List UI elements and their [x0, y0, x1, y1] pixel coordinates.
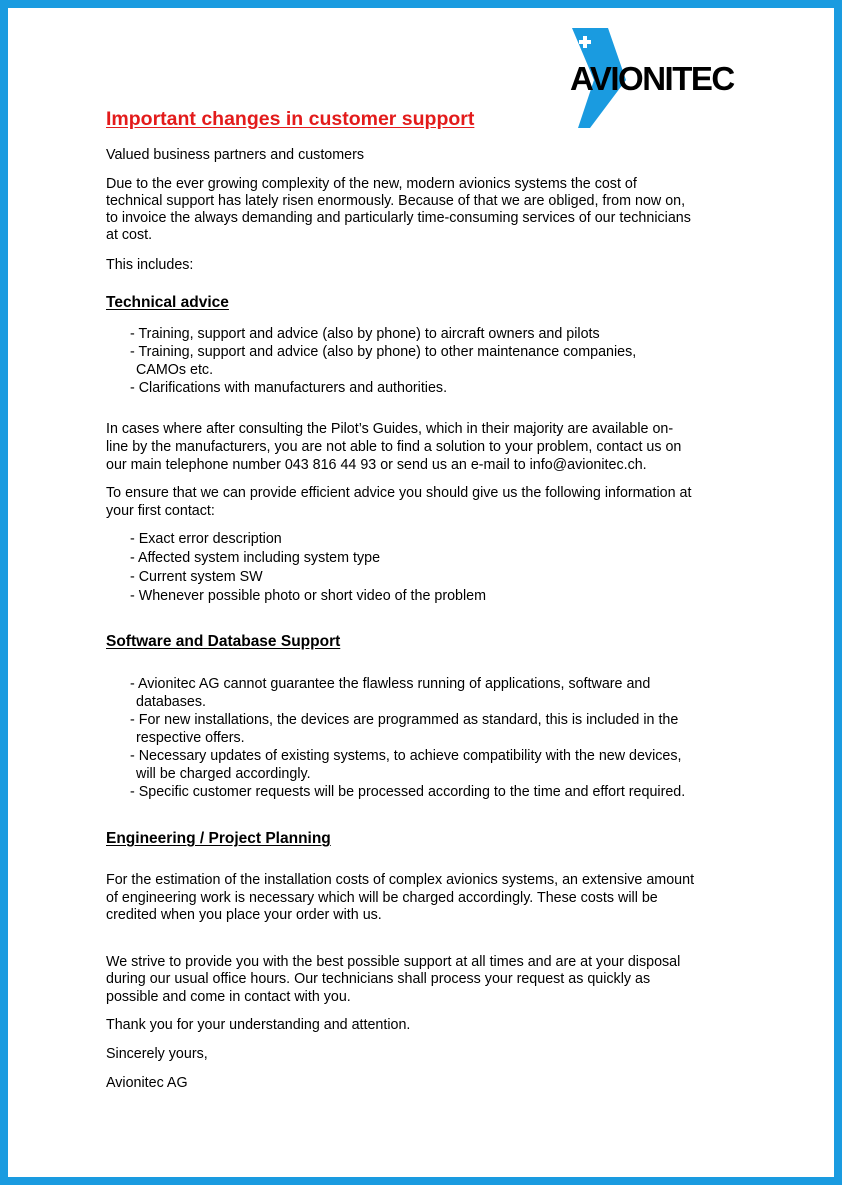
page-title: Important changes in customer support: [106, 108, 475, 130]
paragraph-line: your first contact:: [106, 503, 215, 519]
list-item: - Necessary updates of existing systems, to achieve compatibility with the new devices,: [130, 748, 682, 764]
salutation: Valued business partners and customers: [106, 147, 365, 163]
list-item: - Clarifications with manufacturers and authorities.: [130, 380, 448, 396]
intro-line: Due to the ever growing complexity of the new, modern avionics systems the cost of: [106, 176, 637, 192]
paragraph-line: during our usual office hours. Our technicians shall process your request as quickly as: [106, 971, 651, 987]
intro-line: to invoice the always demanding and particularly time-consuming services of our technicians: [106, 210, 691, 226]
heading-engineering: Engineering / Project Planning: [106, 830, 331, 847]
list-item: - Whenever possible photo or short video of the problem: [130, 588, 487, 604]
list-item-continuation: databases.: [136, 694, 206, 710]
list-item: - Training, support and advice (also by phone) to other maintenance companies,: [130, 344, 637, 360]
paragraph-line: We strive to provide you with the best possible support at all times and are at your disposal: [106, 954, 681, 970]
swiss-cross-arrow-icon: [568, 28, 738, 128]
list-item: - Training, support and advice (also by phone) to aircraft owners and pilots: [130, 326, 600, 342]
logo-text: AVIONITEC: [570, 60, 734, 97]
paragraph-line: In cases where after consulting the Pilot’s Guides, which in their majority are available on-: [106, 421, 674, 437]
avionitec-logo: [568, 28, 738, 128]
list-item-continuation: CAMOs etc.: [136, 362, 214, 378]
heading-technical-advice: Technical advice: [106, 294, 229, 311]
paragraph-line: our main telephone number 043 816 44 93 or send us an e-mail to info@avionitec.ch.: [106, 457, 647, 473]
company-signature: Avionitec AG: [106, 1075, 188, 1091]
sign-off: Sincerely yours,: [106, 1046, 208, 1062]
paragraph-line: of engineering work is necessary which will be charged accordingly. These costs will be: [106, 890, 658, 906]
list-item: - Exact error description: [130, 531, 282, 547]
list-item-continuation: will be charged accordingly.: [136, 766, 311, 782]
intro-line: at cost.: [106, 227, 153, 243]
paragraph-line: possible and come in contact with you.: [106, 989, 351, 1005]
list-item: - For new installations, the devices are programmed as standard, this is included in the: [130, 712, 679, 728]
list-item-continuation: respective offers.: [136, 730, 245, 746]
list-item: - Current system SW: [130, 569, 263, 585]
paragraph-line: line by the manufacturers, you are not able to find a solution to your problem, contact us on: [106, 439, 682, 455]
intro-line: technical support has lately risen enormously. Because of that we are obliged, from now on,: [106, 193, 686, 209]
heading-software-support: Software and Database Support: [106, 633, 341, 650]
thanks-line: Thank you for your understanding and attention.: [106, 1017, 411, 1033]
paragraph-line: For the estimation of the installation costs of complex avionics systems, an extensive amount: [106, 872, 695, 888]
includes-label: This includes:: [106, 257, 194, 273]
list-item: - Affected system including system type: [130, 550, 381, 566]
list-item: - Avionitec AG cannot guarantee the flawless running of applications, software and: [130, 676, 651, 692]
paragraph-line: To ensure that we can provide efficient advice you should give us the following information at: [106, 485, 692, 501]
paragraph-line: credited when you place your order with us.: [106, 907, 382, 923]
list-item: - Specific customer requests will be processed according to the time and effort required.: [130, 784, 686, 800]
